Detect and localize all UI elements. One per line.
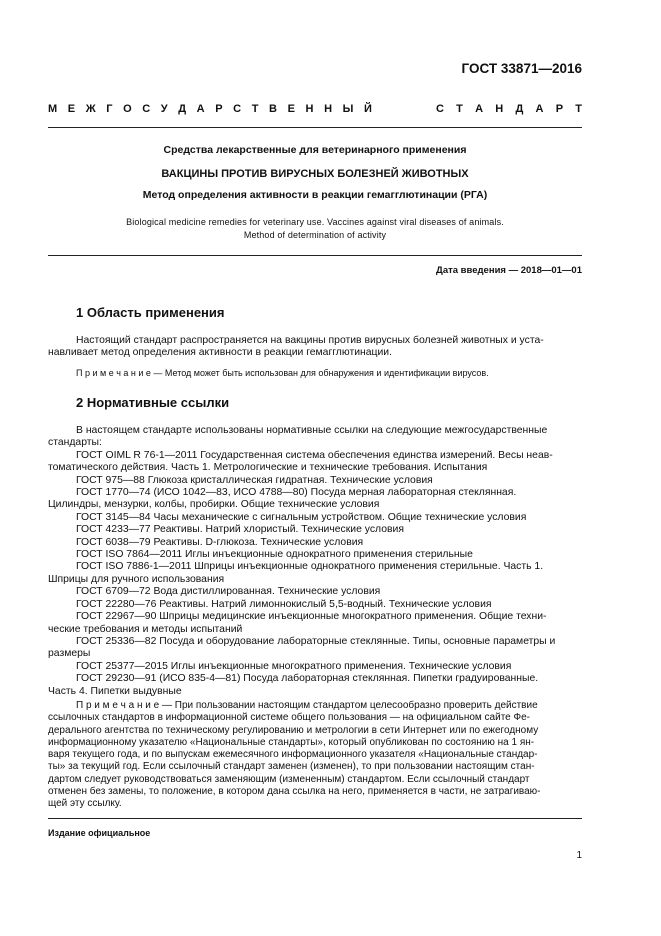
paragraph-line: навливает метод определения активности в реакции гемагглютинации.	[48, 347, 392, 359]
reference-item-cont: Шприцы для ручного использования	[48, 573, 225, 585]
banner-letter: Н	[324, 103, 333, 115]
standard-banner	[48, 103, 582, 115]
banner-letter: В	[269, 103, 277, 115]
banner-letter: Д	[515, 103, 524, 115]
banner-letter: Т	[251, 103, 259, 115]
banner-letter: Т	[456, 103, 463, 115]
section-2-heading: 2 Нормативные ссылки	[76, 395, 230, 410]
note-text: — Метод может быть использован для обнаружения и идентификации вирусов.	[150, 368, 489, 378]
banner-letter: С	[233, 103, 242, 115]
paragraph-line: Настоящий стандарт распространяется на вакцины против вирусных болезней животных и уста-	[76, 335, 544, 346]
banner-letter: А	[196, 103, 205, 115]
note-line: дартом следует руководствоваться заменяющим (измененным) стандартом. Если ссылочный стандарт	[48, 773, 530, 785]
reference-item-cont: Цилиндры, мензурки, колбы, пробирки. Общие технические условия	[48, 499, 380, 511]
title-english-1: Biological medicine remedies for veterinary use. Vaccines against viral diseases of animals.	[126, 217, 504, 227]
banner-letter: Е	[287, 103, 295, 115]
reference-item-cont: ческие требования и методы испытаний	[48, 623, 243, 635]
reference-item-cont: Часть 4. Пипетки выдувные	[48, 685, 182, 697]
banner-letter: Д	[178, 103, 187, 115]
banner-letter: С	[142, 103, 151, 115]
reference-item-cont: томатического действия. Часть 1. Метрологические и технические требования. Испытания	[48, 462, 488, 474]
note-line: варя текущего года, и по выпускам ежемесячного информационного указателя «Национальные стандар-	[48, 749, 538, 761]
banner-letter: У	[160, 103, 168, 115]
section-1-text	[48, 335, 582, 360]
reference-item: ГОСТ 22280—76 Реактивы. Натрий лимоннокислый 5,5-водный. Технические условия	[76, 598, 492, 610]
note-line: ссылочных стандартов в информационной системе общего пользования — на официальном сайте Фе-	[48, 712, 531, 724]
note-line: дерального агентства по техническому регулированию и метрологии в сети Интернет или по ежегодному	[48, 724, 539, 736]
note-line: информационному указателю «Национальные стандарты», который опубликован по состоянию на 1 ян-	[48, 736, 535, 748]
note-line: ты» за текущий год. Если ссылочный стандарт заменен (изменен), то при пользовании настоящим стан-	[48, 761, 535, 773]
banner-letter: Т	[575, 103, 582, 115]
reference-item: ГОСТ 6038—79 Реактивы. D-глюкоза. Технические условия	[76, 536, 364, 548]
banner-letter: А	[475, 103, 484, 115]
banner-letter: О	[123, 103, 132, 115]
reference-item: ГОСТ 975—88 Глюкоза кристаллическая гидратная. Технические условия	[76, 474, 433, 486]
title-english-2: Method of determination of activity	[243, 230, 387, 240]
paragraph-line: В настоящем стандарте использованы нормативные ссылки на следующие межгосударственные	[76, 425, 548, 436]
paragraph-line: стандарты:	[48, 437, 102, 449]
banner-letter: Н	[495, 103, 504, 115]
reference-item: ГОСТ 25377—2015 Иглы инъекционные многократного применения. Технические условия	[76, 660, 512, 672]
banner-letter: Ы	[342, 103, 354, 115]
reference-item: ГОСТ 3145—84 Часы механические с сигнальным устройством. Общие технические условия	[76, 511, 527, 523]
note-line: отменен без замены, то положение, в котором дана ссылка на него, применяется в части, не затрагиваю-	[48, 786, 541, 798]
title-category: Средства лекарственные для ветеринарного применения	[163, 144, 467, 156]
banner-word-standard	[436, 103, 582, 115]
banner-rule	[48, 127, 582, 128]
banner-letter: Й	[363, 103, 372, 115]
title-main: ВАКЦИНЫ ПРОТИВ ВИРУСНЫХ БОЛЕЗНЕЙ ЖИВОТНЫХ	[161, 168, 469, 180]
banner-letter: С	[436, 103, 444, 115]
reference-item: ГОСТ 1770—74 (ИСО 1042—83, ИСО 4788—80) Посуда мерная лабораторная стеклянная.	[76, 487, 517, 499]
reference-item: ГОСТ 6709—72 Вода дистиллированная. Технические условия	[76, 586, 381, 598]
section-1-note	[76, 368, 582, 378]
footer-rule	[48, 818, 582, 819]
section-2-refs	[48, 425, 582, 698]
reference-item-cont: размеры	[48, 648, 91, 660]
banner-letter: А	[535, 103, 544, 115]
introduction-date: Дата введения — 2018—01—01	[436, 265, 582, 276]
banner-letter: Р	[215, 103, 223, 115]
reference-item: ГОСТ 25336—82 Посуда и оборудование лабораторные стеклянные. Типы, основные параметры и	[76, 635, 556, 647]
banner-letter: М	[48, 103, 58, 115]
note-label: П р и м е ч а н и е	[76, 368, 151, 378]
edition-label: Издание официальное	[48, 828, 151, 838]
banner-letter: Е	[67, 103, 76, 115]
reference-item: ГОСТ 4233—77 Реактивы. Натрий хлористый. Технические условия	[76, 524, 404, 536]
page-number: 1	[576, 850, 582, 861]
banner-word-interstate	[48, 103, 372, 115]
document-code: ГОСТ 33871—2016	[461, 61, 582, 76]
title-rule	[48, 255, 582, 256]
note-label: П р и м е ч а н и е	[76, 700, 160, 711]
reference-item: ГОСТ 29230—91 (ИСО 835-4—81) Посуда лабораторная стеклянная. Пипетки градуированные.	[76, 673, 539, 685]
reference-item: ГОСТ OIML R 76-1—2011 Государственная система обеспечения единства измерений. Весы неав-	[76, 449, 553, 461]
section-1-heading: 1 Область применения	[76, 305, 225, 320]
reference-item: ГОСТ ISO 7886-1—2011 Шприцы инъекционные однократного применения стерильные. Часть 1.	[76, 561, 544, 573]
reference-item: ГОСТ ISO 7864—2011 Иглы инъекционные однократного применения стерильные	[76, 549, 473, 561]
title-method: Метод определения активности в реакции гемагглютинации (РГА)	[142, 189, 488, 201]
banner-letter: Н	[305, 103, 314, 115]
banner-letter: Ж	[85, 103, 96, 115]
banner-letter: Р	[555, 103, 564, 115]
banner-letter: Г	[106, 103, 113, 115]
note-text: — При пользовании настоящим стандартом целесообразно проверить действие	[159, 700, 538, 711]
section-2-note	[48, 700, 582, 811]
reference-item: ГОСТ 22967—90 Шприцы медицинские инъекционные многократного применения. Общие техни-	[76, 611, 547, 623]
note-line: щей эту ссылку.	[48, 798, 122, 810]
